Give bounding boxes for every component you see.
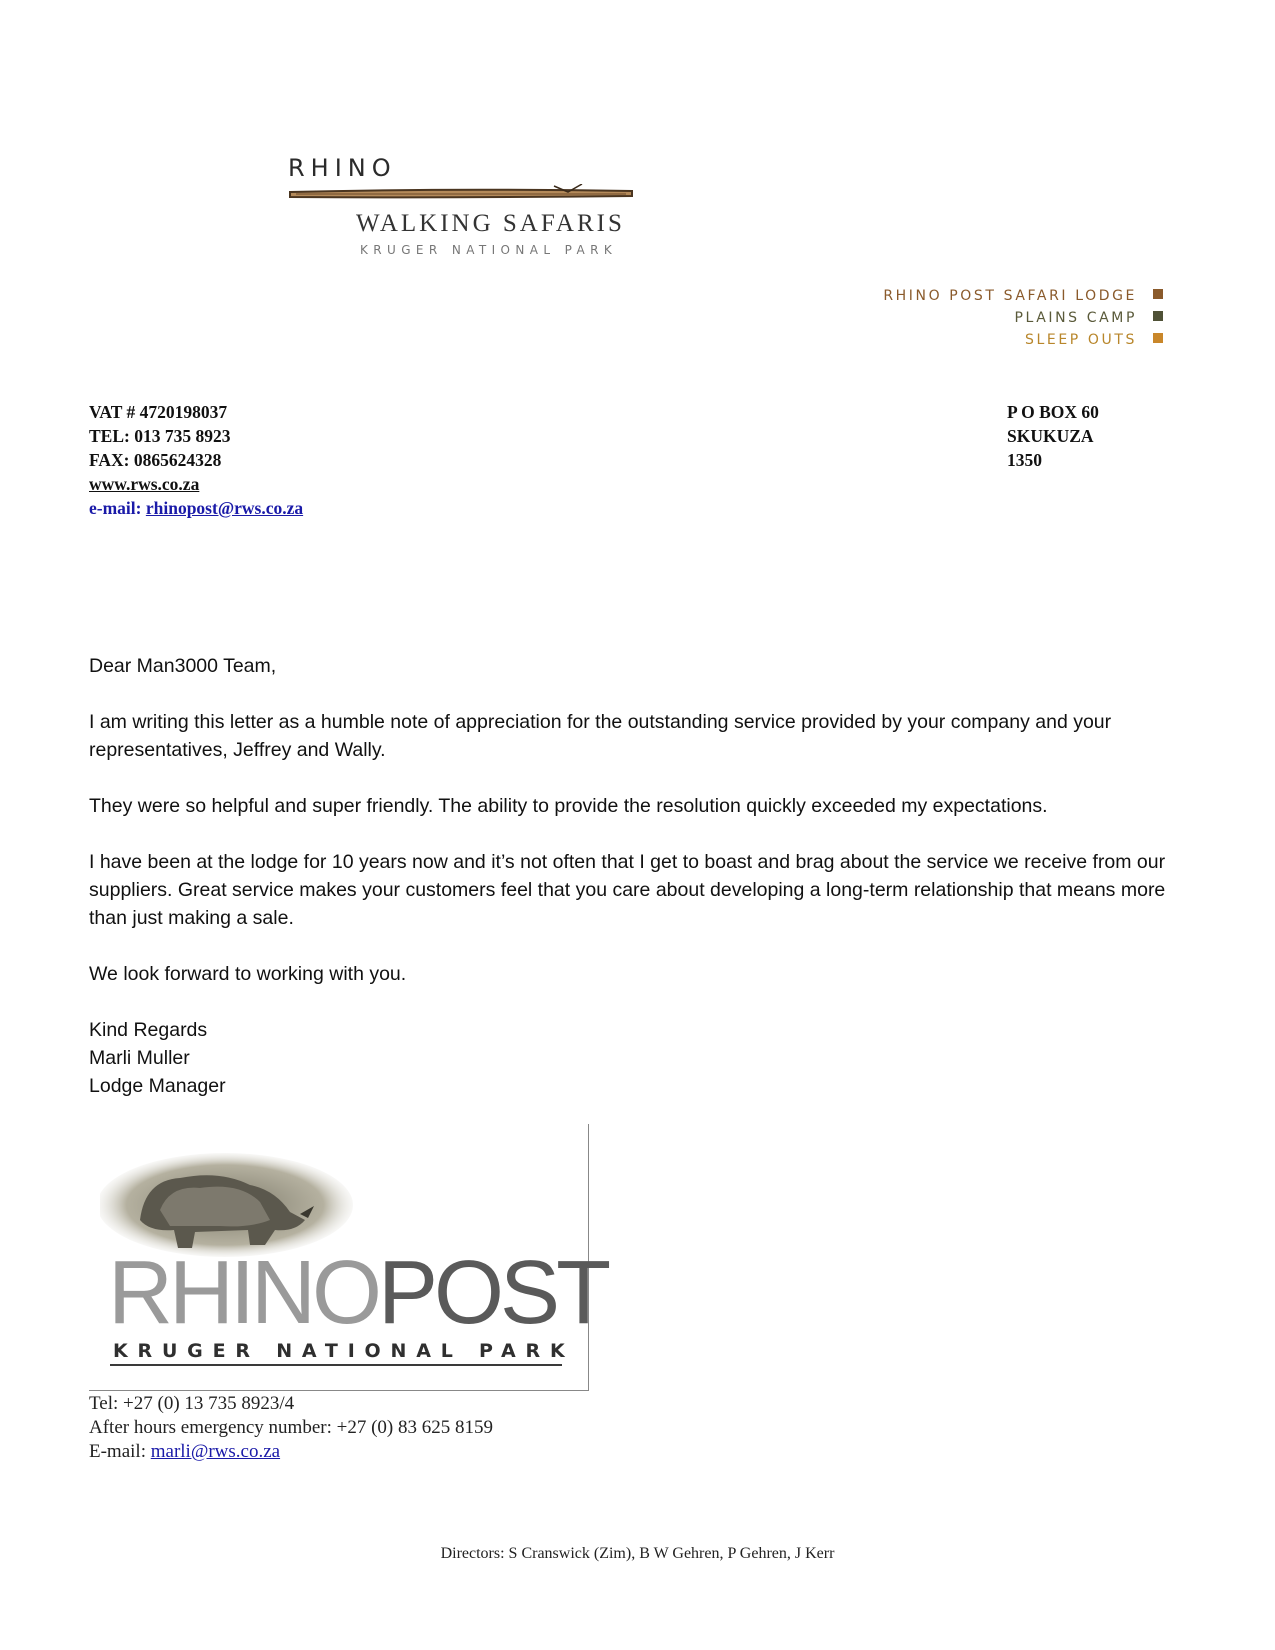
email-link[interactable]: rhinopost@rws.co.za	[145, 498, 304, 518]
square-icon	[1153, 311, 1163, 321]
contact-block	[89, 400, 303, 520]
walking-stick-icon	[286, 184, 636, 204]
vat-number: VAT # 4720198037	[89, 402, 228, 422]
signature-after-hours: After hours emergency number: +27 (0) 83 625 8159	[89, 1417, 493, 1438]
paragraph: I am writing this letter as a humble note of appreciation for the outstanding service provided by your company and your representatives, Jeffrey and Wally.	[89, 711, 1112, 761]
logo-tagline: KRUGER NATIONAL PARK	[360, 243, 618, 257]
logo-subtitle: WALKING SAFARIS	[356, 210, 625, 237]
closing: Kind Regards	[89, 1019, 208, 1041]
address-line: 1350	[1007, 450, 1042, 470]
paragraph: I have been at the lodge for 10 years now and it’s not often that I get to boast and brag about the service we receive from our suppliers. Great service makes your customers feel that you care about developing a long-term relationship that means more than just making a sale.	[89, 851, 1166, 929]
wordmark-subtitle: KRUGER NATIONAL PARK	[113, 1340, 575, 1362]
telephone: TEL: 013 735 8923	[89, 426, 231, 446]
paragraph: They were so helpful and super friendly. The ability to provide the resolution quickly exceeded my expectations.	[89, 795, 1048, 817]
signature-tel: Tel: +27 (0) 13 735 8923/4	[89, 1393, 295, 1414]
lodge-item	[883, 285, 1163, 307]
lodge-label: SLEEP OUTS	[1025, 332, 1137, 348]
salutation: Dear Man3000 Team,	[89, 655, 277, 677]
directors-footer: Directors: S Cranswick (Zim), B W Gehren, P Gehren, J Kerr	[440, 1545, 835, 1562]
letter-body	[89, 652, 1189, 1100]
wordmark-rule	[110, 1364, 562, 1366]
wordmark-light: RHINO	[108, 1243, 378, 1343]
signoff	[89, 1016, 1189, 1100]
rhinopost-wordmark	[108, 1243, 608, 1343]
signature-email-label: E-mail:	[89, 1441, 146, 1462]
lodge-item	[883, 329, 1163, 351]
signer-name: Marli Muller	[89, 1047, 190, 1069]
signature-contact	[89, 1392, 493, 1464]
signer-title: Lodge Manager	[89, 1075, 226, 1097]
website-link[interactable]: www.rws.co.za	[89, 474, 200, 494]
fax: FAX: 0865624328	[89, 450, 222, 470]
paragraph: We look forward to working with you.	[89, 963, 407, 985]
email-label: e-mail:	[89, 498, 142, 518]
square-icon	[1153, 289, 1163, 299]
signature-email-link[interactable]: marli@rws.co.za	[150, 1441, 281, 1462]
lodge-list	[883, 285, 1163, 351]
lodge-label: PLAINS CAMP	[1014, 310, 1137, 326]
address-line: SKUKUZA	[1007, 426, 1094, 446]
lodge-label: RHINO POST SAFARI LODGE	[883, 288, 1137, 304]
lodge-item	[883, 307, 1163, 329]
address-line: P O BOX 60	[1007, 402, 1099, 422]
postal-address	[1007, 400, 1099, 472]
logo-title: RHINO	[288, 154, 397, 182]
square-icon	[1153, 333, 1163, 343]
wordmark-dark: POST	[378, 1243, 608, 1343]
